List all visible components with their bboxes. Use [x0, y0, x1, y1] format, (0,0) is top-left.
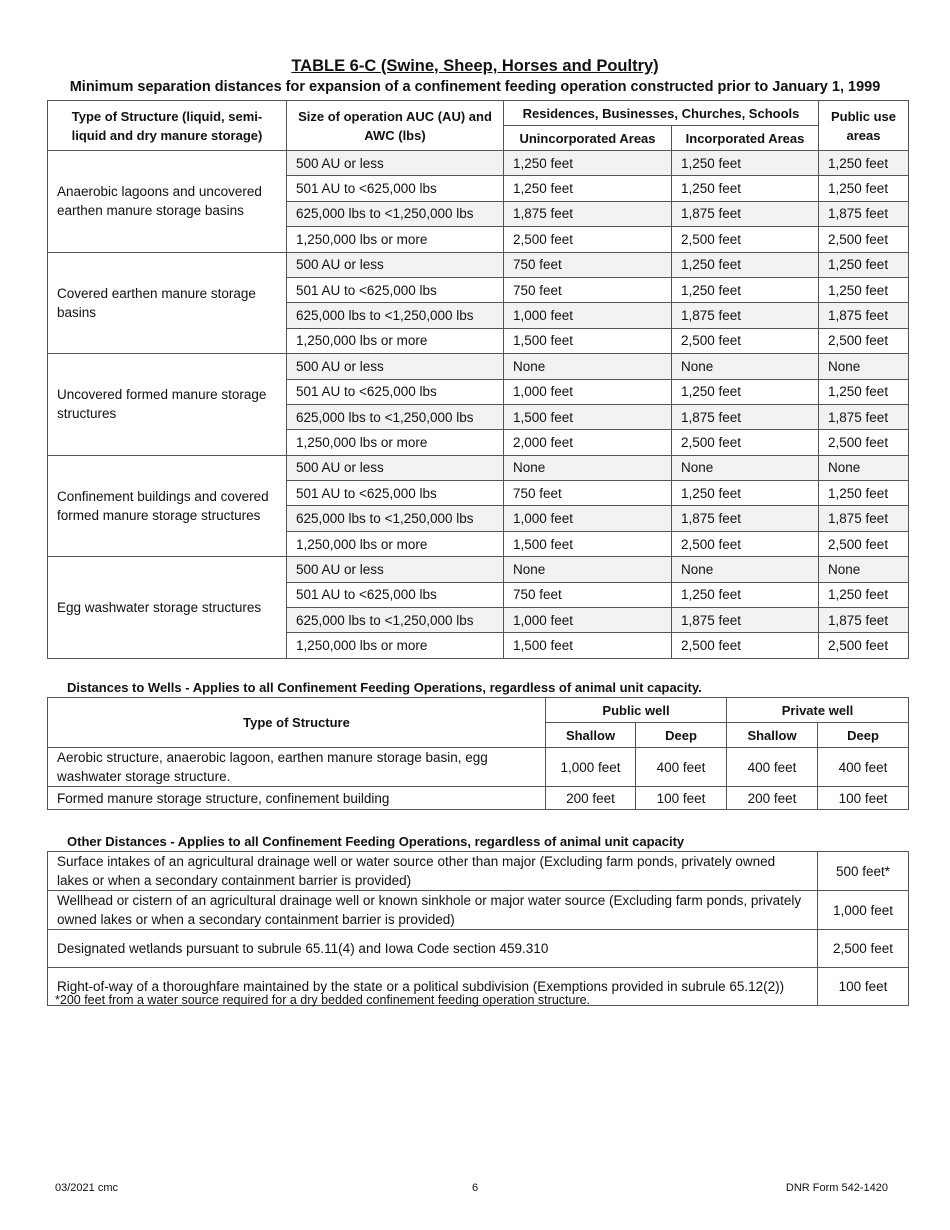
operation-size-cell: 1,250,000 lbs or more	[287, 633, 504, 658]
public-distance-cell: 2,500 feet	[819, 633, 909, 658]
page-number: 6	[471, 1182, 479, 1194]
operation-size-cell: 501 AU to <625,000 lbs	[287, 176, 504, 201]
incorporated-distance-cell: 1,250 feet	[672, 176, 819, 201]
incorporated-distance-cell: 1,250 feet	[672, 481, 819, 506]
other-text-cell: Right-of-way of a thoroughfare maintained by the state or a political subdivision (Exemptions provided in subrule 65.12(2))	[48, 968, 818, 1006]
unincorporated-distance-cell: 1,875 feet	[504, 201, 672, 226]
incorporated-distance-cell: 1,250 feet	[672, 151, 819, 176]
unincorporated-distance-cell: 750 feet	[504, 582, 672, 607]
operation-size-cell: 1,250,000 lbs or more	[287, 531, 504, 556]
operation-size-cell: 500 AU or less	[287, 252, 504, 277]
wells-header-type: Type of Structure	[48, 698, 546, 748]
operation-size-cell: 1,250,000 lbs or more	[287, 430, 504, 455]
incorporated-distance-cell: 1,875 feet	[672, 404, 819, 429]
public-distance-cell: None	[819, 455, 909, 480]
table-row	[48, 930, 909, 968]
page-title: TABLE 6-C (Swine, Sheep, Horses and Poultry)	[291, 57, 659, 75]
table-row	[48, 252, 909, 277]
other-text-cell: Designated wetlands pursuant to subrule 65.11(4) and Iowa Code section 459.310	[48, 930, 818, 968]
incorporated-distance-cell: 1,250 feet	[672, 379, 819, 404]
public-distance-cell: 1,875 feet	[819, 201, 909, 226]
public-distance-cell: 2,500 feet	[819, 430, 909, 455]
incorporated-distance-cell: 2,500 feet	[672, 227, 819, 252]
incorporated-distance-cell: None	[672, 557, 819, 582]
form-number: DNR Form 542-1420	[785, 1182, 888, 1194]
public-distance-cell: 1,250 feet	[819, 176, 909, 201]
public-distance-cell: 1,250 feet	[819, 582, 909, 607]
structure-type-cell: Uncovered formed manure storage structures	[48, 354, 287, 456]
unincorporated-distance-cell: None	[504, 557, 672, 582]
operation-size-cell: 1,250,000 lbs or more	[287, 227, 504, 252]
wells-header-private-shallow: Shallow	[727, 723, 818, 748]
footer-date: 03/2021 cmc	[55, 1182, 118, 1194]
operation-size-cell: 625,000 lbs to <1,250,000 lbs	[287, 201, 504, 226]
wells-value-cell: 400 feet	[818, 748, 909, 787]
structure-type-cell: Confinement buildings and covered formed manure storage structures	[48, 455, 287, 557]
other-value-cell: 100 feet	[818, 968, 909, 1006]
unincorporated-distance-cell: 1,500 feet	[504, 633, 672, 658]
incorporated-distance-cell: 1,250 feet	[672, 252, 819, 277]
structure-type-cell: Covered earthen manure storage basins	[48, 252, 287, 354]
wells-table	[47, 697, 909, 810]
wells-header-private: Private well	[727, 698, 909, 723]
incorporated-distance-cell: None	[672, 455, 819, 480]
public-distance-cell: 1,875 feet	[819, 303, 909, 328]
public-distance-cell: 2,500 feet	[819, 227, 909, 252]
table-row	[48, 557, 909, 582]
incorporated-distance-cell: 1,875 feet	[672, 608, 819, 633]
incorporated-distance-cell: 2,500 feet	[672, 430, 819, 455]
unincorporated-distance-cell: 1,500 feet	[504, 531, 672, 556]
wells-header-public-deep: Deep	[636, 723, 727, 748]
wells-value-cell: 400 feet	[727, 748, 818, 787]
unincorporated-distance-cell: 1,250 feet	[504, 176, 672, 201]
wells-header-public: Public well	[546, 698, 727, 723]
operation-size-cell: 500 AU or less	[287, 557, 504, 582]
public-distance-cell: 1,250 feet	[819, 252, 909, 277]
wells-header-private-deep: Deep	[818, 723, 909, 748]
operation-size-cell: 501 AU to <625,000 lbs	[287, 582, 504, 607]
other-text-cell: Wellhead or cistern of an agricultural drainage well or known sinkhole or major water source (Excluding farm ponds, privately owned lakes or when a secondary containment barrier is provided)	[48, 891, 818, 930]
wells-value-cell: 200 feet	[727, 787, 818, 810]
public-distance-cell: 1,875 feet	[819, 506, 909, 531]
other-value-cell: 2,500 feet	[818, 930, 909, 968]
incorporated-distance-cell: 1,875 feet	[672, 303, 819, 328]
separation-table-body	[48, 151, 909, 659]
incorporated-distance-cell: 1,875 feet	[672, 201, 819, 226]
public-distance-cell: 2,500 feet	[819, 328, 909, 353]
separation-distance-table	[47, 100, 909, 659]
wells-heading: Distances to Wells - Applies to all Confinement Feeding Operations, regardless of animal unit capacity.	[67, 680, 702, 695]
unincorporated-distance-cell: 1,000 feet	[504, 608, 672, 633]
unincorporated-distance-cell: None	[504, 455, 672, 480]
public-distance-cell: None	[819, 354, 909, 379]
header-public-use: Public use areas	[819, 101, 909, 151]
unincorporated-distance-cell: 1,250 feet	[504, 151, 672, 176]
other-text-cell: Surface intakes of an agricultural drainage well or water source other than major (Excluding farm ponds, privately owned lakes or when a secondary containment barrier is provided)	[48, 852, 818, 891]
operation-size-cell: 501 AU to <625,000 lbs	[287, 481, 504, 506]
wells-value-cell: 200 feet	[546, 787, 636, 810]
operation-size-cell: 1,250,000 lbs or more	[287, 328, 504, 353]
unincorporated-distance-cell: 750 feet	[504, 252, 672, 277]
wells-value-cell: 400 feet	[636, 748, 727, 787]
operation-size-cell: 501 AU to <625,000 lbs	[287, 379, 504, 404]
unincorporated-distance-cell: None	[504, 354, 672, 379]
table-row	[48, 852, 909, 891]
incorporated-distance-cell: 1,875 feet	[672, 506, 819, 531]
wells-value-cell: 100 feet	[636, 787, 727, 810]
unincorporated-distance-cell: 750 feet	[504, 481, 672, 506]
unincorporated-distance-cell: 1,000 feet	[504, 303, 672, 328]
unincorporated-distance-cell: 1,000 feet	[504, 379, 672, 404]
wells-header-public-shallow: Shallow	[546, 723, 636, 748]
incorporated-distance-cell: 1,250 feet	[672, 582, 819, 607]
other-value-cell: 1,000 feet	[818, 891, 909, 930]
table-row	[48, 748, 909, 787]
table-row	[48, 455, 909, 480]
incorporated-distance-cell: None	[672, 354, 819, 379]
footnote: *200 feet from a water source required for a dry bedded confinement feeding operation structure.	[55, 993, 591, 1007]
table-row	[48, 151, 909, 176]
header-structure-type: Type of Structure (liquid, semi-liquid and dry manure storage)	[48, 101, 287, 151]
public-distance-cell: 2,500 feet	[819, 531, 909, 556]
operation-size-cell: 500 AU or less	[287, 354, 504, 379]
incorporated-distance-cell: 1,250 feet	[672, 277, 819, 302]
unincorporated-distance-cell: 750 feet	[504, 277, 672, 302]
incorporated-distance-cell: 2,500 feet	[672, 531, 819, 556]
header-incorporated: Incorporated Areas	[672, 126, 819, 151]
unincorporated-distance-cell: 1,500 feet	[504, 328, 672, 353]
wells-type-cell: Formed manure storage structure, confinement building	[48, 787, 546, 810]
public-distance-cell: 1,250 feet	[819, 277, 909, 302]
public-distance-cell: 1,250 feet	[819, 481, 909, 506]
public-distance-cell: 1,250 feet	[819, 151, 909, 176]
other-value-cell: 500 feet*	[818, 852, 909, 891]
unincorporated-distance-cell: 1,000 feet	[504, 506, 672, 531]
public-distance-cell: 1,250 feet	[819, 379, 909, 404]
operation-size-cell: 500 AU or less	[287, 151, 504, 176]
public-distance-cell: None	[819, 557, 909, 582]
operation-size-cell: 625,000 lbs to <1,250,000 lbs	[287, 608, 504, 633]
page-subtitle: Minimum separation distances for expansion of a confinement feeding operation constructed prior to January 1, 1999	[69, 79, 881, 95]
structure-type-cell: Egg washwater storage structures	[48, 557, 287, 659]
operation-size-cell: 625,000 lbs to <1,250,000 lbs	[287, 506, 504, 531]
wells-value-cell: 1,000 feet	[546, 748, 636, 787]
structure-type-cell: Anaerobic lagoons and uncovered earthen manure storage basins	[48, 151, 287, 253]
header-operation-size: Size of operation AUC (AU) and AWC (lbs)	[287, 101, 504, 151]
unincorporated-distance-cell: 1,500 feet	[504, 404, 672, 429]
public-distance-cell: 1,875 feet	[819, 404, 909, 429]
public-distance-cell: 1,875 feet	[819, 608, 909, 633]
wells-value-cell: 100 feet	[818, 787, 909, 810]
unincorporated-distance-cell: 2,500 feet	[504, 227, 672, 252]
incorporated-distance-cell: 2,500 feet	[672, 633, 819, 658]
other-distances-table	[47, 851, 909, 1006]
operation-size-cell: 501 AU to <625,000 lbs	[287, 277, 504, 302]
header-residences: Residences, Businesses, Churches, Schools	[504, 101, 819, 126]
table-row	[48, 354, 909, 379]
wells-type-cell: Aerobic structure, anaerobic lagoon, earthen manure storage basin, egg washwater storage structure.	[48, 748, 546, 787]
table-row	[48, 891, 909, 930]
other-distances-heading: Other Distances - Applies to all Confinement Feeding Operations, regardless of animal unit capacity	[67, 834, 685, 849]
operation-size-cell: 625,000 lbs to <1,250,000 lbs	[287, 404, 504, 429]
incorporated-distance-cell: 2,500 feet	[672, 328, 819, 353]
unincorporated-distance-cell: 2,000 feet	[504, 430, 672, 455]
operation-size-cell: 625,000 lbs to <1,250,000 lbs	[287, 303, 504, 328]
header-unincorporated: Unincorporated Areas	[504, 126, 672, 151]
table-row	[48, 787, 909, 810]
operation-size-cell: 500 AU or less	[287, 455, 504, 480]
